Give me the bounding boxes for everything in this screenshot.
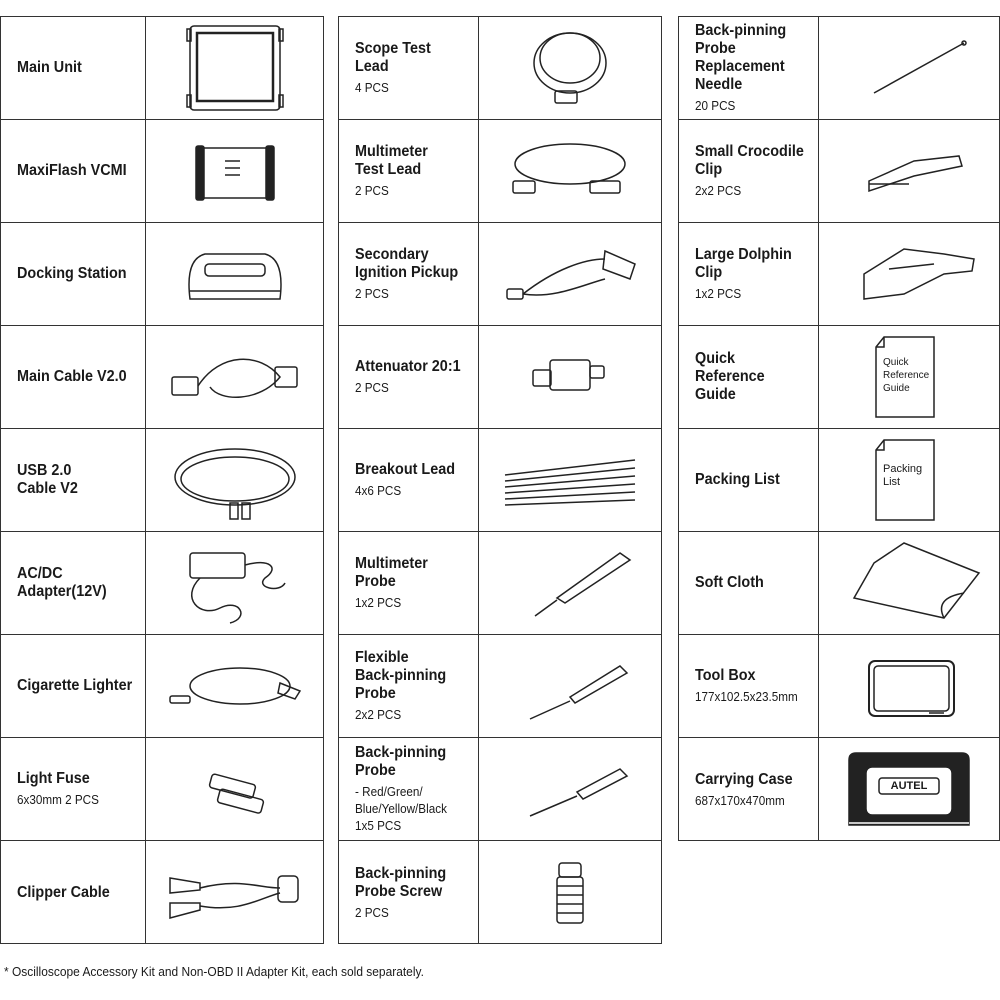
- tool-box-icon: [834, 641, 984, 731]
- scope-lead-icon: [495, 23, 645, 113]
- list-item: [339, 841, 661, 944]
- item-name: Back-pinning Probe Screw: [355, 864, 447, 900]
- list-item: [1, 120, 323, 223]
- list-item: [1, 635, 323, 738]
- list-item: [679, 532, 999, 635]
- docking-station-icon: [160, 229, 310, 319]
- needle-icon: [834, 23, 984, 113]
- list-item: [339, 532, 661, 635]
- list-item: [339, 738, 661, 841]
- document-text: Packing List: [883, 463, 923, 488]
- list-item: [1, 223, 323, 326]
- item-name: Flexible Back-pinning Probe: [355, 649, 447, 702]
- item-quantity: 4x6 PCS: [355, 483, 402, 498]
- item-name: Back-pinning Probe: [355, 744, 447, 779]
- list-item: [339, 635, 661, 738]
- item-name: Scope Test Lead: [355, 40, 431, 75]
- item-name: Breakout Lead: [355, 461, 456, 478]
- usb-cable-icon: [160, 435, 310, 525]
- item-name: Multimeter Probe: [355, 555, 428, 590]
- cloth-icon: [834, 538, 984, 628]
- list-item: [679, 326, 999, 429]
- item-quantity: 20 PCS: [695, 98, 736, 113]
- list-item: [679, 223, 999, 326]
- list-item: [1, 738, 323, 841]
- item-quantity: 2 PCS: [355, 380, 389, 395]
- list-item: [339, 223, 661, 326]
- item-quantity: 177x102.5x23.5mm: [695, 689, 798, 704]
- list-item: [1, 17, 323, 120]
- document-text: Quick Reference Guide: [883, 357, 930, 394]
- item-name: Main Cable V2.0: [17, 368, 127, 385]
- item-name: Attenuator 20:1: [355, 358, 461, 375]
- main-cable-icon: [160, 332, 310, 422]
- list-item: [679, 429, 999, 532]
- item-name: Secondary Ignition Pickup: [355, 246, 459, 281]
- item-name: Large Dolphin Clip: [695, 246, 792, 281]
- item-quantity: 1x2 PCS: [355, 595, 402, 610]
- item-quantity: 2x2 PCS: [355, 707, 402, 722]
- column-clips-docs: [678, 16, 1000, 841]
- item-name: USB 2.0 Cable V2: [17, 462, 78, 497]
- item-quantity: 2 PCS: [355, 286, 389, 301]
- attenuator-icon: [495, 332, 645, 422]
- list-item: [1, 429, 323, 532]
- flexible-probe-icon: [495, 641, 645, 731]
- item-name: Small Crocodile Clip: [695, 143, 804, 178]
- cigarette-lighter-cable-icon: [160, 641, 310, 731]
- list-item: [679, 120, 999, 223]
- item-quantity: - Red/Green/ Blue/Yellow/Black 1x5 PCS: [355, 784, 447, 833]
- item-name: Main Unit: [17, 59, 82, 76]
- crocodile-clip-icon: [834, 126, 984, 216]
- item-name: MaxiFlash VCMI: [17, 162, 127, 179]
- item-name: Back-pinning Probe Replacement Needle: [695, 22, 787, 93]
- clipper-cable-icon: [160, 848, 310, 938]
- vcmi-box-icon: [160, 126, 310, 216]
- list-item: [339, 120, 661, 223]
- item-name: Carrying Case: [695, 770, 793, 788]
- item-quantity: 2 PCS: [355, 904, 389, 920]
- item-name: Docking Station: [17, 265, 127, 282]
- breakout-lead-icon: [495, 435, 645, 525]
- multimeter-lead-icon: [495, 126, 645, 216]
- case-brand-logo: AUTEL: [890, 779, 928, 792]
- power-adapter-icon: [160, 538, 310, 628]
- column-main-items: [0, 16, 324, 944]
- item-quantity: 6x30mm 2 PCS: [17, 792, 99, 807]
- item-quantity: 1x2 PCS: [695, 286, 742, 301]
- item-name: AC/DC Adapter(12V): [17, 565, 107, 600]
- dolphin-clip-icon: [834, 229, 984, 319]
- list-item: [679, 635, 999, 738]
- item-name: Multimeter Test Lead: [355, 143, 428, 178]
- list-item: [1, 326, 323, 429]
- item-quantity: 4 PCS: [355, 80, 389, 95]
- item-name: Cigarette Lighter: [17, 677, 133, 694]
- back-pinning-probe-icon: [495, 744, 645, 834]
- list-item: [339, 17, 661, 120]
- item-name: Quick Reference Guide: [695, 350, 765, 403]
- item-quantity: 2x2 PCS: [695, 183, 742, 198]
- fuse-icon: [160, 744, 310, 834]
- item-name: Packing List: [695, 471, 780, 488]
- list-item: [1, 532, 323, 635]
- multimeter-probe-icon: [495, 538, 645, 628]
- list-item: [679, 17, 999, 120]
- list-item: [679, 738, 999, 841]
- list-item: [339, 326, 661, 429]
- list-item: [1, 841, 323, 944]
- footnote: * Oscilloscope Accessory Kit and Non-OBD II Adapter Kit, each sold separately.: [4, 964, 424, 979]
- ignition-pickup-icon: [495, 229, 645, 319]
- probe-screw-icon: [495, 848, 645, 938]
- item-name: Clipper Cable: [17, 883, 110, 901]
- item-quantity: 687x170x470mm: [695, 792, 785, 808]
- item-name: Tool Box: [695, 667, 756, 684]
- item-quantity: 2 PCS: [355, 183, 389, 198]
- tablet-icon: [160, 23, 310, 113]
- item-name: Soft Cloth: [695, 574, 764, 591]
- column-test-leads: [338, 16, 662, 944]
- item-name: Light Fuse: [17, 770, 90, 787]
- list-item: [339, 429, 661, 532]
